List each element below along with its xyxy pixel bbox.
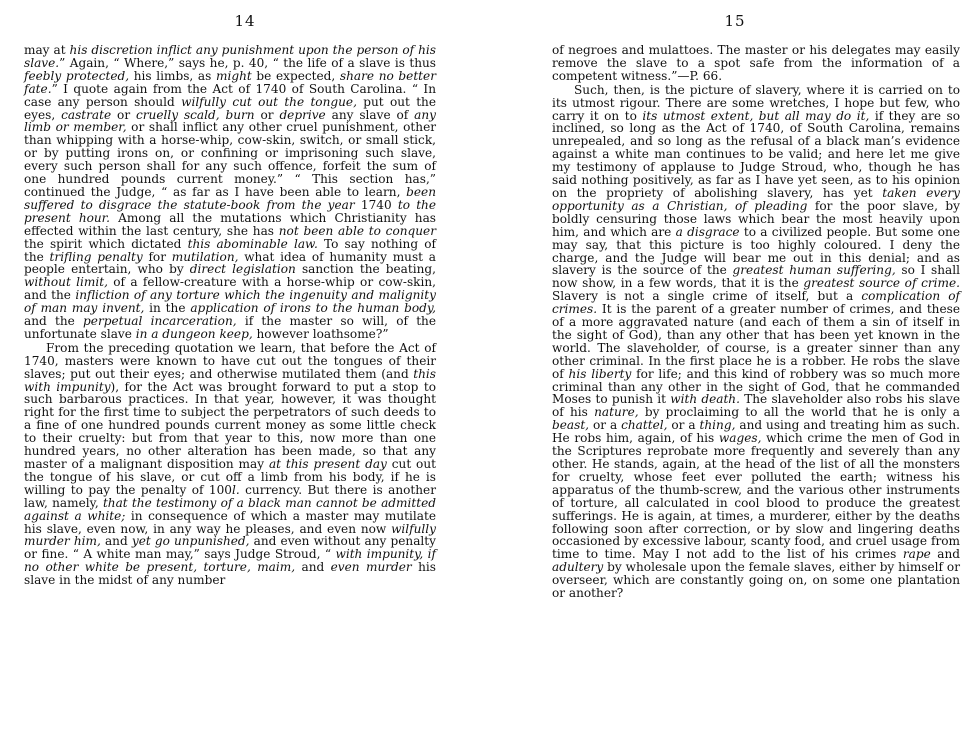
italic-text-run: not been able to conquer (278, 223, 436, 238)
text-run: may at (24, 43, 70, 57)
italic-text-run: rape (902, 547, 931, 562)
italic-text-run: to the present hour. (24, 197, 437, 225)
text-run: for life; and this kind of robbery was so much more criminal than any other in the sight of God, that he commanded Moses to punish it (552, 366, 960, 407)
paragraph-2 (24, 342, 436, 587)
text-run: by proclaiming to all the world that he is only a (638, 405, 960, 420)
text-run: 1740 (354, 197, 398, 212)
right-page (490, 0, 980, 729)
paragraph-1 (552, 44, 960, 83)
left-page-text-column (24, 44, 436, 587)
text-run: if the master so will, of the unfortunate slave (24, 314, 436, 341)
italic-text-run: this abominable law. (187, 236, 318, 251)
text-run: of negroes and mulattoes. The master or his delegates may easily remove the slave to a spot safe from the information of a competent witness.”—P. 66. (552, 43, 960, 83)
italic-text-run: yet go unpunished, (131, 534, 250, 549)
italic-text-run: deprive (279, 107, 326, 122)
text-run: for the poor slave, by boldly censuring those laws which bear the most heavily upon him, and which are (552, 198, 961, 239)
italic-text-run: been suffered to disgrace the statute-book from the year (24, 184, 436, 212)
text-run: his slave in the midst of any number (24, 560, 436, 588)
text-run: by wholesale upon the female slaves, either by himself or overseer, which are constantly going on, on some one plantation or another? (552, 560, 960, 601)
italic-text-run: in a dungeon keep, (135, 326, 253, 341)
italic-text-run: nature, (594, 405, 639, 420)
text-run: Slavery is not a single crime of itself, but a (552, 289, 862, 304)
text-run: however loathsome?” (252, 326, 389, 341)
italic-text-run: without limit, (24, 275, 108, 290)
italic-text-run: infliction of any torture which the ingenuity and malignity of man may invent, (24, 288, 436, 316)
italic-text-run: share no better fate. (24, 68, 436, 96)
text-run: of a fellow-creature with a horse-whip or cow-skin, and the (24, 275, 436, 303)
text-run: Such, then, is the picture of slavery, where it is carried on to its utmost rigour. There are some wretches, I hope but few, who carry it on to (552, 82, 960, 123)
text-run: or (254, 107, 280, 122)
text-run: and (100, 534, 132, 549)
text-run: and (930, 547, 960, 562)
italic-text-run: wilfully cut out the tongue, (181, 94, 357, 109)
right-page-text-column (552, 44, 960, 600)
text-run: the spirit which dictated (24, 236, 188, 251)
text-run: sanction the beating, (295, 262, 436, 277)
text-run: or (111, 107, 136, 122)
italic-text-run: chattel, (621, 418, 668, 433)
text-run: and (295, 560, 331, 575)
italic-text-run: adultery (552, 560, 604, 575)
italic-text-run: thing, (699, 418, 736, 433)
text-run: cut out the tongue of his slave, or cut off a limb from his body, if he is willing to pay the penalty of 100 (24, 457, 436, 497)
italic-text-run: even murder (330, 560, 412, 575)
italic-text-run: that the testimony of a black man cannot be admitted against a white; (24, 495, 437, 523)
italic-text-run: cruelly scald, burn (136, 107, 255, 122)
text-run: any slave of (325, 107, 415, 122)
text-run: to a civilized people. But some one may say, that this picture is too highly coloured. I deny the charge, and the Judge will bear me out in this denial; and as slavery is the source of the (552, 224, 960, 278)
text-run: ” Again, “ Where,” says he, p. 40, “ the life of a slave is thus (59, 55, 436, 70)
text-run: currency. But there is another law, namely, (24, 482, 436, 510)
text-run: or shall inflict any other cruel punishment, other than whipping with a horse-whip, cow-skin, switch, or small stick, or by putting irons on, or confining or imprisoning such slave, every such person shall for any such offence, forfeit the sum of one hundred pounds current money.” “ This section has,” continued the Judge, “ as far as I have been able to learn, (24, 120, 437, 199)
italic-text-run: his liberty (568, 366, 632, 381)
text-run: for (142, 249, 172, 264)
italic-text-run: perpetual incarceration, (83, 314, 237, 329)
italic-text-run: l. (231, 482, 240, 497)
text-run: in consequence of which a master may mutilate his slave, even now, in any way he pleases, and even now (24, 508, 436, 536)
italic-text-run: application of irons to the human body, (190, 301, 436, 316)
text-run: in the (144, 301, 191, 316)
text-run: so I shall now show, in a few words, that it is the (552, 263, 960, 291)
italic-text-run: might (216, 68, 252, 83)
italic-text-run: feebly protected, (24, 68, 130, 83)
text-run: ), for the Act was brought forward to put a stop to such barbarous practices. In that year, however, it was thought right for the first time to subject the perpetrators of such deeds to a fine of one hundred pounds current money as some little check to their cruelty: but from that year to this, now more than one hundred years, no other alteration has been made, so that any master of a malignant disposition may (24, 379, 436, 471)
text-run: ” I quote again from the Act of 1740 of South Carolina. “ In case any person should (24, 81, 436, 109)
text-run: his limbs, as (129, 68, 217, 83)
page-number: 14 (234, 12, 256, 30)
text-run: or a (589, 418, 622, 433)
italic-text-run: a disgrace (675, 224, 740, 239)
italic-text-run: trifling penalty (49, 249, 143, 264)
text-run: Among all the mutations which Christianity has effected within the last century, she has (24, 210, 436, 238)
paragraph-2 (552, 84, 960, 600)
text-run: put out the eyes, (24, 94, 437, 122)
italic-text-run: beast, (552, 418, 590, 433)
italic-text-run: at this present day (268, 457, 387, 471)
text-run: and using and treating him as such. He robs him, again, of his (552, 418, 961, 446)
italic-text-run: wages, (718, 431, 762, 446)
text-run: be expected, (251, 68, 340, 83)
italic-text-run: complication of crimes. (552, 289, 960, 317)
italic-text-run: with death. (670, 392, 740, 407)
italic-text-run: greatest human suffering, (732, 263, 896, 278)
italic-text-run: castrate (61, 107, 112, 122)
italic-text-run: its utmost extent, but all may do it, (642, 108, 870, 123)
text-run: To say nothing of the (24, 236, 436, 264)
text-run: which crime the men of God in the Scriptures reprobate more frequently and severely than any other. He stands, again, at the head of the list of all the monsters for cruelty, whose feet ever polluted the earth; witness his apparatus of the thumb-screw, and the various other instruments of torture, all calculated in cool blood to produce the greatest sufferings. He is again, at times, a murderer, either by the deaths following soon after correction, or by slow and lingering deaths occasioned by excessive labour, scanty food, and cruel usage from time to time. May I not add to the list of his crimes (552, 431, 960, 562)
italic-text-run: direct legislation (189, 262, 296, 277)
italic-text-run: any limb or member, (24, 107, 436, 135)
text-run: what idea of humanity must a people entertain, who by (24, 249, 436, 277)
italic-text-run: with impunity, if no other white be present, torture, maim, (24, 547, 436, 575)
page-number: 15 (724, 12, 746, 30)
text-run: or a (667, 418, 700, 433)
text-run: From the preceding quotation we learn, that before the Act of 1740, masters were known to have cut out the tongues of their slaves; put out their eyes; and otherwise mutilated them (and (24, 340, 436, 381)
text-run: if they are so inclined, so long as the Act of 1740, of South Carolina, remains unrepealed, and so long as the refusal of a black man’s evidence against a white man continues to be valid; and here let me give my testimony of applause to Judge Stroud, who, though he has said nothing positively, as far as I have yet seen, as to his opinion on the propriety of abolishing slavery, has yet (552, 108, 960, 200)
italic-text-run: wilfully murder him, (24, 521, 436, 549)
text-run: and even without any penalty or fine. “ A white man may,” says Judge Stroud, “ (24, 534, 436, 562)
italic-text-run: greatest source of crime. (803, 276, 960, 291)
text-run: and the (24, 314, 84, 329)
italic-text-run: his discretion inflict any punishment upon the person of his slave. (24, 43, 436, 70)
italic-text-run: mutilation, (171, 249, 239, 264)
text-run: It is the parent of a greater number of crimes, and these of a more aggravated nature (and each of them a sin of itself in the sight of God), than any other that has been yet known in the world. The slaveholder, of course, is a greater sinner than any other criminal. In the first place he is a robber. He robs the slave of (552, 302, 960, 381)
paragraph-1 (24, 44, 436, 341)
italic-text-run: this with impunity (24, 366, 436, 394)
text-run: The slaveholder also robs his slave of his (552, 392, 960, 420)
italic-text-run: taken every opportunity as a Christian, of pleading (552, 185, 960, 213)
